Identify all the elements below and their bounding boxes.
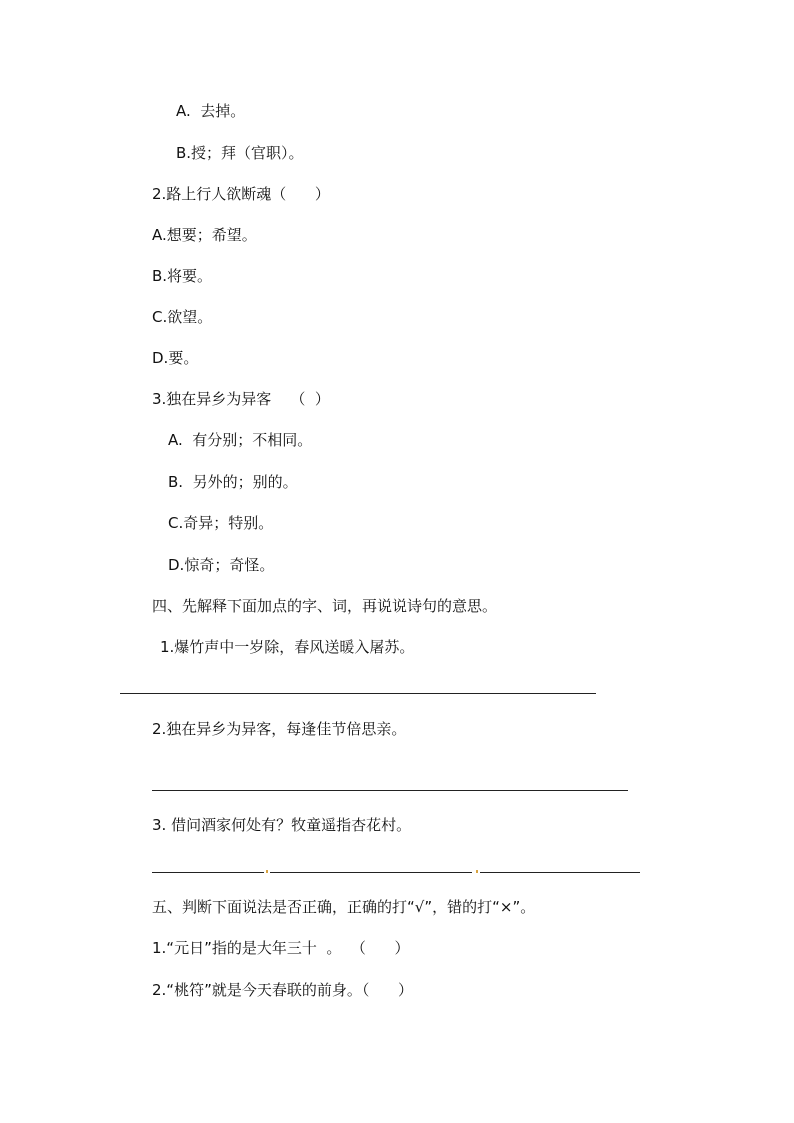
answer-line-1[interactable] — [120, 693, 596, 694]
section-4-heading: 四、先解释下面加点的字、词，再说说诗句的意思。 — [152, 597, 498, 615]
answer-line-3c[interactable] — [480, 872, 640, 873]
answer-line-3a[interactable] — [152, 872, 264, 873]
question-2-option-c: C.欲望。 — [152, 308, 213, 326]
separator-dot — [266, 870, 268, 873]
section-5-item-1: 1.“元日”指的是大年三十 。 （ ） — [152, 939, 410, 957]
option-b-confer: B.授；拜（官职）。 — [176, 144, 304, 162]
question-3-option-a: A. 有分别；不相同。 — [168, 431, 313, 449]
question-2-option-a: A.想要；希望。 — [152, 226, 257, 244]
question-3-option-b: B. 另外的；别的。 — [168, 473, 298, 491]
question-2-option-b: B.将要。 — [152, 267, 213, 285]
section-5-heading: 五、判断下面说法是否正确，正确的打“√”，错的打“×”。 — [152, 898, 536, 916]
separator-dot — [476, 870, 478, 873]
section-4-item-2: 2.独在异乡为异客，每逢佳节倍思亲。 — [152, 720, 407, 738]
section-4-item-1: 1.爆竹声中一岁除，春风送暖入屠苏。 — [160, 638, 415, 656]
question-2: 2.路上行人欲断魂（ ） — [152, 185, 330, 203]
section-5-item-2: 2.“桃符”就是今天春联的前身。（ ） — [152, 981, 413, 999]
option-a-remove: A. 去掉。 — [176, 102, 246, 120]
question-3-option-c: C.奇异；特别。 — [168, 514, 274, 532]
answer-line-3b[interactable] — [270, 872, 472, 873]
question-3-option-d: D.惊奇；奇怪。 — [168, 556, 275, 574]
answer-line-2[interactable] — [152, 790, 628, 791]
question-2-option-d: D.要。 — [152, 349, 199, 367]
section-4-item-3: 3. 借问酒家何处有？牧童遥指杏花村。 — [152, 816, 412, 834]
question-3: 3.独在异乡为异客 （ ） — [152, 390, 330, 408]
